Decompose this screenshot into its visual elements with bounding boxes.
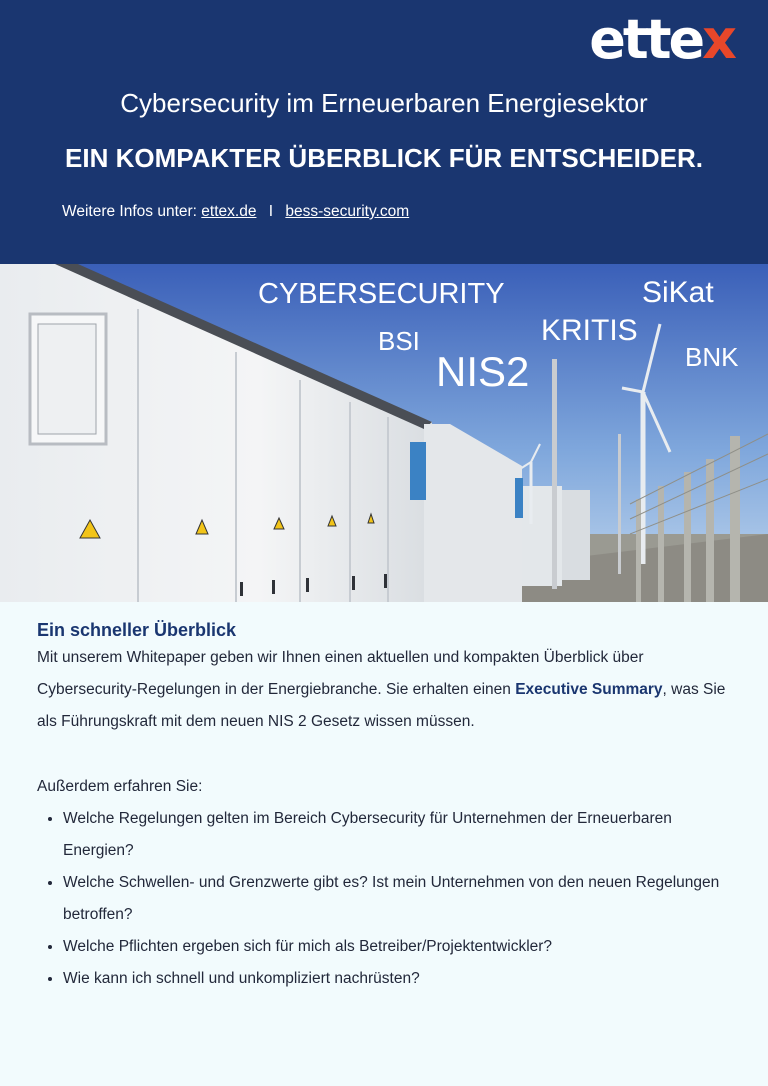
links-prefix: Weitere Infos unter: — [62, 203, 197, 220]
tag-nis2: NIS2 — [436, 348, 530, 395]
info-links — [62, 203, 409, 221]
header-banner — [0, 0, 768, 264]
page-subtitle: Cybersecurity im Erneuerbaren Energiesektor — [120, 88, 648, 118]
tag-bnk: BNK — [685, 342, 739, 372]
tag-kritis: KRITIS — [541, 314, 638, 347]
list-item: • Wie kann ich schnell und unkompliziert nachrüsten? — [63, 963, 737, 995]
list-item: • Welche Pflichten ergeben sich für mich als Betreiber/Projektentwickler? — [63, 931, 737, 963]
tag-sikat: SiKat — [642, 276, 714, 309]
link-bess-security[interactable]: bess-security.com — [285, 203, 410, 220]
hero-image — [0, 264, 768, 602]
topics-list — [37, 803, 737, 995]
list-item: • Welche Schwellen- und Grenzwerte gibt es? Ist mein Unternehmen von den neuen Regelungen betroffen? — [63, 867, 737, 931]
links-separator: I — [268, 203, 274, 220]
link-ettex[interactable]: ettex.de — [201, 203, 257, 220]
more-label: Außerdem erfahren Sie: — [37, 778, 203, 795]
section-heading: Ein schneller Überblick — [37, 620, 237, 640]
tag-cybersecurity: CYBERSECURITY — [258, 278, 505, 310]
battery-storage-illustration — [0, 264, 768, 602]
page-title: EIN KOMPAKTER ÜBERBLICK FÜR ENTSCHEIDER. — [65, 143, 703, 173]
list-item: • Welche Regelungen gelten im Bereich Cybersecurity für Unternehmen der Erneuerbaren Energien? — [63, 803, 737, 867]
tag-bsi: BSI — [378, 326, 420, 356]
intro-paragraph: Mit unserem Whitepaper geben wir Ihnen einen aktuellen und kompakten Überblick über Cybersecurity-Regelungen in der Energiebranche. Sie erhalten einen Executive Summary, was Sie als Führungskraft mit dem neuen NIS 2 Gesetz wissen müssen. — [37, 649, 726, 730]
overview-section — [37, 618, 737, 995]
ettex-logo[interactable]: ettex — [589, 8, 734, 71]
